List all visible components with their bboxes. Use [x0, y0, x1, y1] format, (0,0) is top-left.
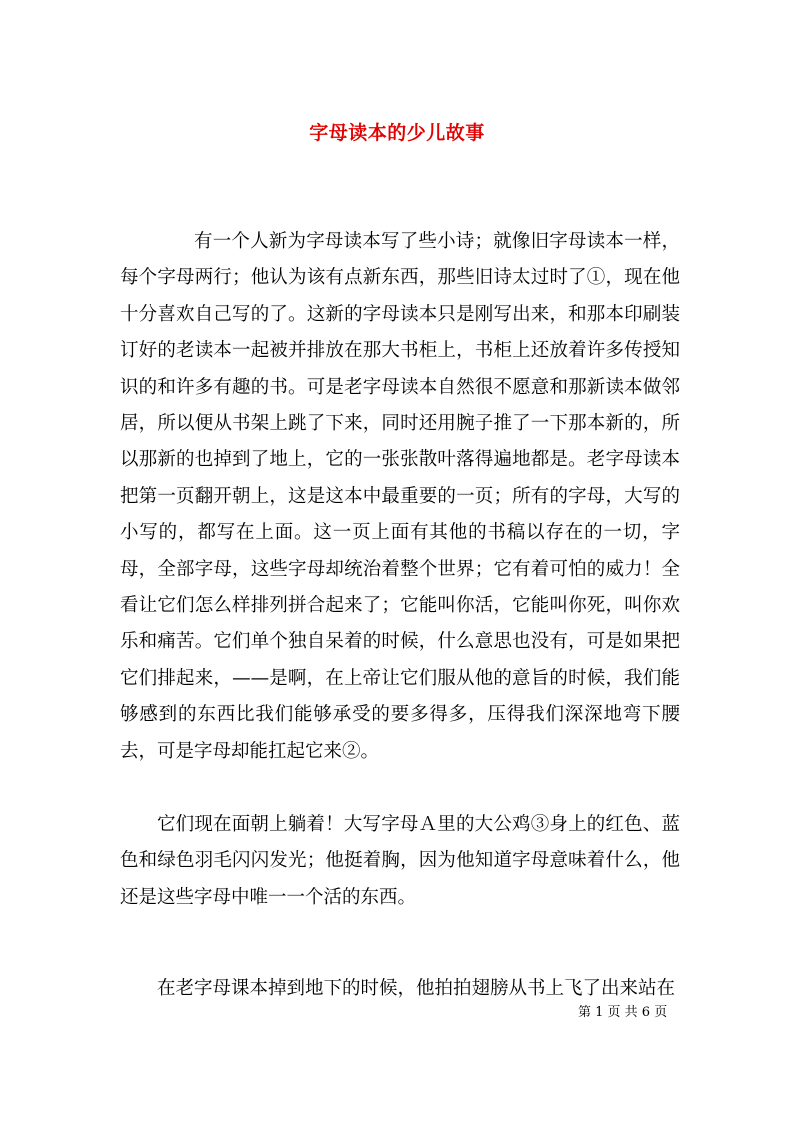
page-title: 字母读本的少儿故事: [309, 121, 485, 144]
paragraph: 它们现在面朝上躺着！大写字母Ａ里的大公鸡③身上的红色、蓝色和绿色羽毛闪闪发光；他挺着胸，因为他知道字母意味着什么，他还是这些字母中唯一一个活的东西。: [120, 814, 680, 908]
paragraph: 有一个人新为字母读本写了些小诗；就像旧字母读本一样，每个字母两行；他认为该有点新东西，那些旧诗太过时了①，现在他十分喜欢自己写的了。这新的字母读本只是刚写出来，和那本印刷装订好的老读本一起被并排放在那大书柜上，书柜上还放着许多传授知识的和许多有趣的书。可是老字母读本自然很不愿意和那新读本做邻居，所以便从书架上跳了下来，同时还用腕子推了一下那本新的，所以那新的也掉到了地上，它的一张张散叶落得遍地都是。老字母读本把第一页翻开朝上，这是这本中最重要的一页；所有的字母，大写的小写的，都写在上面。这一页上面有其他的书稿以存在的一切，字母，全部字母，这些字母却统治着整个世界；它有着可怕的威力！全看让它们怎么样排列拼合起来了；它能叫你活，它能叫你死，叫你欢乐和痛苦。它们单个独自呆着的时候，什么意思也没有，可是如果把它们排起来，——是啊，在上帝让它们服从他的意旨的时候，我们能够感到的东西比我们能够承受的要多得多，压得我们深深地弯下腰去，可是字母却能扛起它来②。: [120, 231, 680, 762]
paragraph: 在老字母课本掉到地下的时候，他拍拍翅膀从书上飞了出来站在: [157, 978, 676, 999]
page-number: 第 1 页 共 6 页: [578, 1005, 668, 1020]
